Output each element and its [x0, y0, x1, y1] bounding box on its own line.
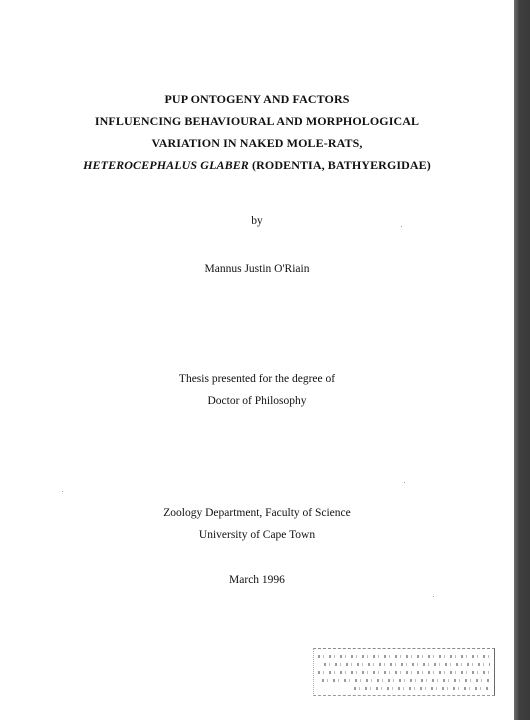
- species-name: HETEROCEPHALUS GLABER: [83, 158, 249, 172]
- title-line-1: PUP ONTOGENY AND FACTORS: [164, 92, 350, 106]
- scan-speck: [62, 491, 63, 492]
- department: Zoology Department, Faculty of Science: [163, 507, 351, 519]
- scan-edge-shadow: [514, 0, 530, 720]
- scan-speck: [433, 596, 434, 597]
- title-line-3: VARIATION IN NAKED MOLE-RATS,: [151, 136, 363, 150]
- title-line-4: [0, 159, 514, 171]
- by-label: by: [251, 215, 263, 227]
- degree-name: Doctor of Philosophy: [207, 395, 307, 407]
- author-name: Mannus Justin O'Riain: [204, 263, 310, 275]
- scan-speck: [401, 226, 402, 227]
- taxonomy: (RODENTIA, BATHYERGIDAE): [248, 158, 431, 172]
- degree-statement: Thesis presented for the degree of: [178, 373, 336, 385]
- title-line-2: INFLUENCING BEHAVIOURAL AND MORPHOLOGICAL: [94, 114, 420, 128]
- scan-speck: [404, 482, 405, 483]
- submission-date: March 1996: [229, 574, 285, 586]
- library-copyright-stamp: [313, 648, 495, 696]
- university: University of Cape Town: [198, 529, 316, 541]
